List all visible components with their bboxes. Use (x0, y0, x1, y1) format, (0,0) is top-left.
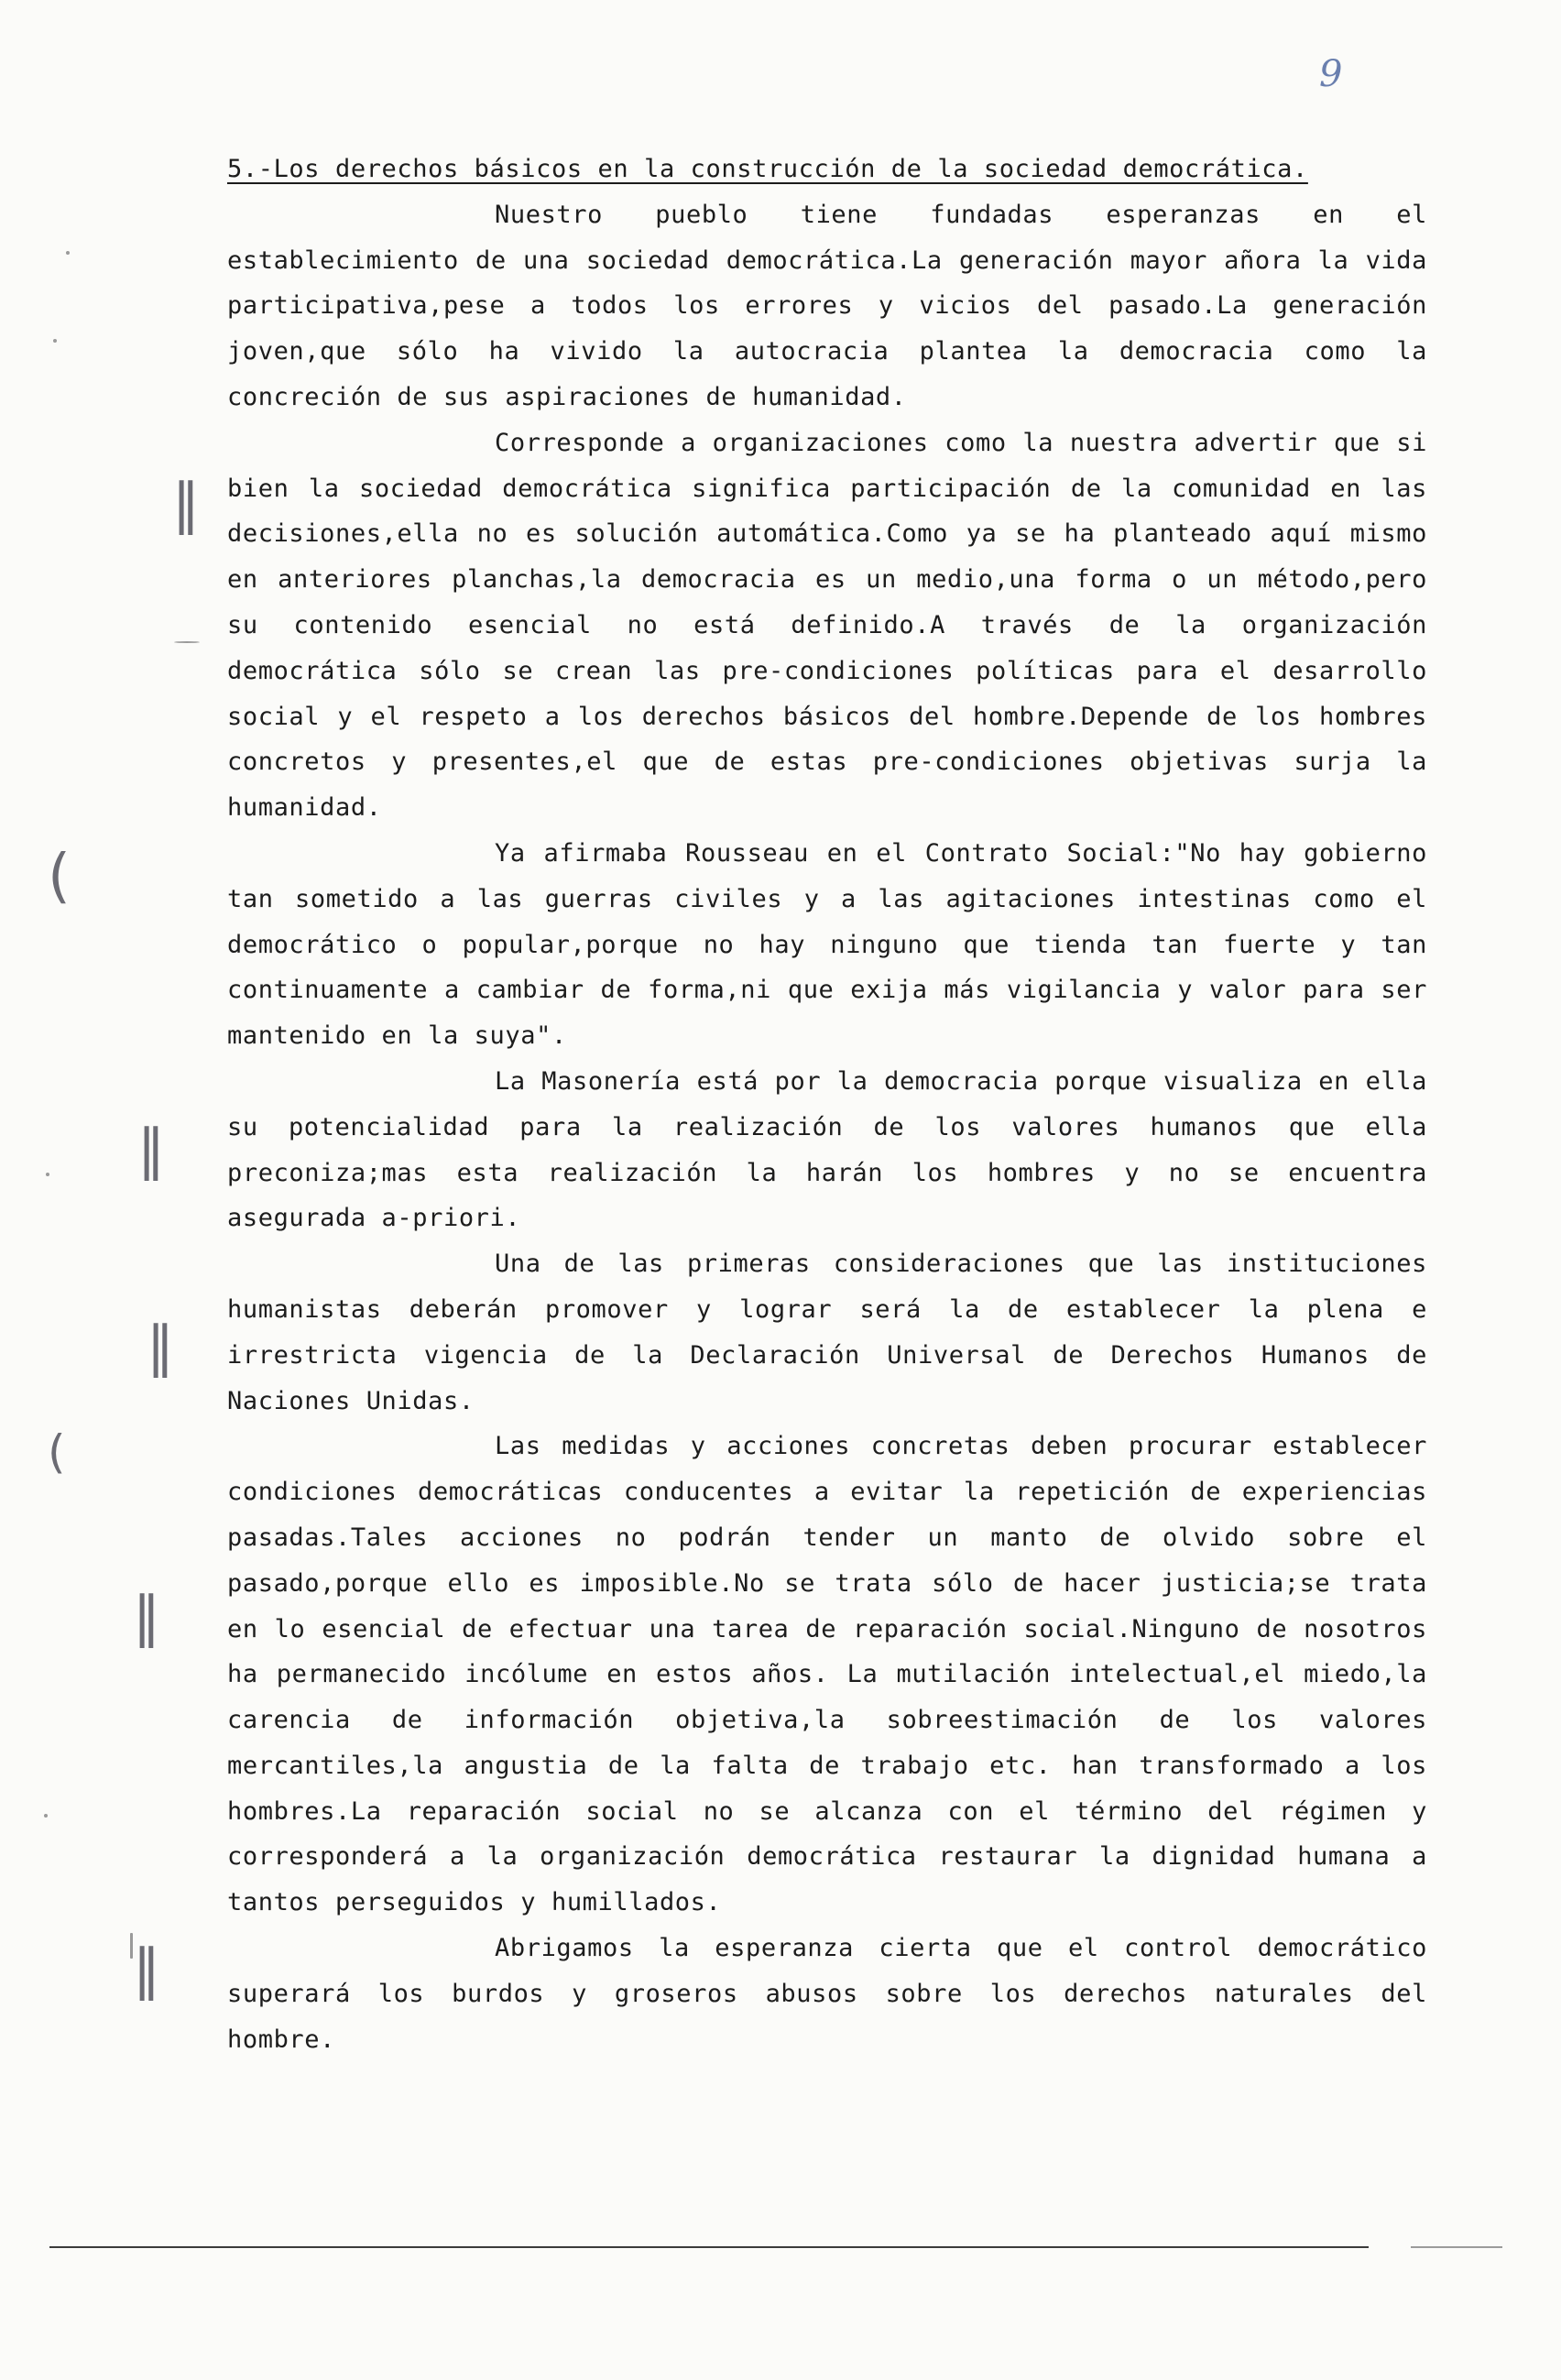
margin-double-line-mark: ‖ (133, 1585, 160, 1649)
paragraph-1: Nuestro pueblo tiene fundadas esperanzas en el establecimiento de una sociedad democrática.La generación mayor añora la vida participativa,pese a todos los errores y vicios del pasado.La generación joven,que sólo ha vivido la autocracia plantea la democracia como la concreción de sus aspiraciones de humanidad. (227, 200, 1427, 411)
paragraph-7: Abrigamos la esperanza cierta que el control democrático superará los burdos y groseros abusos sobre los derechos naturales del hombre. (227, 1934, 1427, 2054)
margin-double-line-mark: ‖ (137, 1118, 165, 1182)
paragraph-3: Ya afirmaba Rousseau en el Contrato Social:"No hay gobierno tan sometido a las guerras civiles y a las agitaciones intestinas como el democrático o popular,porque no hay ninguno que tienda tan fuerte y tan continuamente a cambiar de forma,ni que exija más vigilancia y valor para ser mantenido en la suya". (227, 838, 1427, 1051)
pencil-stroke (174, 641, 200, 643)
margin-double-line-mark: ‖ (147, 1315, 174, 1379)
paper-speck (44, 1814, 48, 1818)
paragraph-4: La Masonería está por la democracia porque visualiza en ella su potencialidad para la realización de los valores humanos que ella preconiza;mas esta realización la harán los hombres y no se encuentra asegurada a-priori. (227, 1066, 1427, 1233)
paper-speck (66, 251, 70, 255)
bottom-rule (49, 2246, 1369, 2248)
margin-bracket-mark: ( (48, 843, 71, 911)
pencil-stroke (130, 1933, 133, 1959)
paper-speck (46, 1173, 49, 1176)
handwritten-page-number: 9 (1319, 53, 1343, 95)
paragraph-2: Corresponde a organizaciones como la nuestra advertir que si bien la sociedad democrática significa participación de la comunidad en las decisiones,ella no es solución automática.Como ya se ha planteado aquí mismo en anteriores planchas,la democracia es un medio,una forma o un método,pero su contenido esencial no está definido.A través de la organización democrática sólo se crean las pre-condiciones políticas para el desarrollo social y el respeto a los derechos básicos del hombre.Depende de los hombres concretos y presentes,el que de estas pre-condiciones objetivas surja la humanidad. (227, 428, 1427, 823)
bottom-rule-faint (1411, 2246, 1502, 2248)
paragraph-6: Las medidas y acciones concretas deben procurar establecer condiciones democráticas conducentes a evitar la repetición de experiencias pasadas.Tales acciones no podrán tender un manto de olvido sobre el pasado,porque ello es imposible.No se trata sólo de hacer justicia;se trata en lo esencial de efectuar una tarea de reparación social.Ninguno de nosotros ha permanecido incólume en estos años. La mutilación intelectual,el miedo,la carencia de información objetiva,la sobreestimación de los valores mercantiles,la angustia de la falta de trabajo etc. han transformado a los hombres.La reparación social no se alcanza con el término del régimen y corresponderá a la organización democrática restaurar la dignidad humana a tantos perseguidos y humillados. (227, 1432, 1427, 1917)
document-body (227, 147, 1427, 2062)
margin-double-line-mark: ‖ (172, 472, 200, 536)
margin-double-line-mark: ‖ (133, 1938, 160, 2002)
section-heading: 5.-Los derechos básicos en la construcción de la sociedad democrática. (227, 155, 1308, 183)
paper-speck (53, 339, 57, 343)
paragraph-5: Una de las primeras consideraciones que las instituciones humanistas deberán promover y lograr será la de establecer la plena e irrestricta vigencia de la Declaración Universal de Derechos Humanos de Naciones Unidas. (227, 1250, 1427, 1415)
margin-bracket-mark: ( (48, 1425, 66, 1479)
